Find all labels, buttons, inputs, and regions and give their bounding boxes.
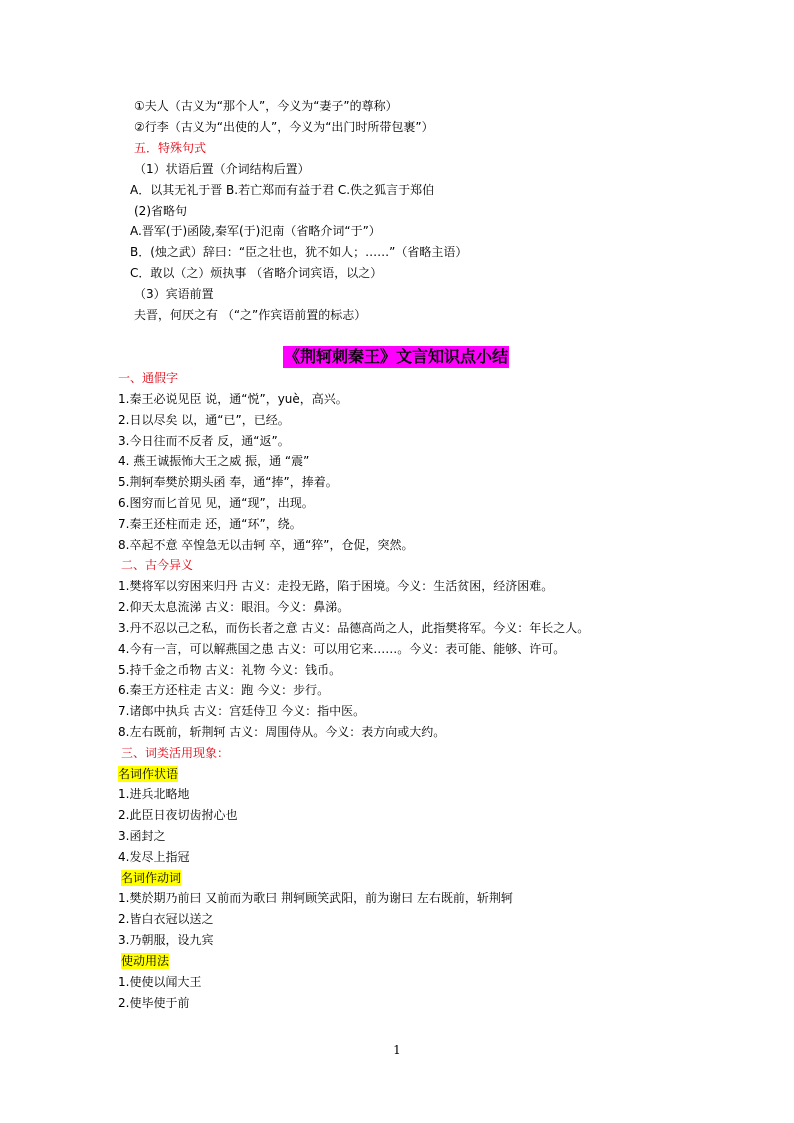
text-line: （3）宾语前置 [134, 287, 214, 301]
list-item: 2.使毕使于前 [118, 996, 190, 1010]
text-line: B．(烛之武）辞曰：“臣之壮也，犹不如人；……”（省略主语） [130, 245, 468, 259]
text-line: A．以其无礼于晋 B.若亡郑而有益于君 C.佚之狐言于郑伯 [130, 183, 435, 197]
text-line: 夫晋，何厌之有 （“之”作宾语前置的标志） [134, 308, 367, 322]
text-line: （1）状语后置（介词结构后置） [134, 162, 310, 176]
page-number: 1 [393, 1043, 401, 1057]
list-item: 1.樊於期乃前曰 又前而为歌曰 荆轲顾笑武阳，前为谢曰 左右既前，斩荆轲 [118, 891, 513, 905]
list-item: 3.乃朝服，设九宾 [118, 933, 214, 947]
list-item: 2.日以尽矣 以，通“已”，已经。 [118, 413, 290, 427]
list-item: 7.诸郎中执兵 古义：宫廷侍卫 今义：指中医。 [118, 704, 366, 718]
list-item: 3.今日往而不反者 反，通“返”。 [118, 434, 290, 448]
list-item: 5.荆轲奉樊於期头函 奉，通“捧”，捧着。 [118, 475, 338, 489]
text-line: C．敢以（之）烦执事 （省略介词宾语，以之） [130, 266, 383, 280]
section-heading: 二、古今异义 [121, 558, 194, 572]
document-title: 《荆轲刺秦王》文言知识点小结 [283, 347, 508, 366]
subsection-label: 名词作状语 [118, 767, 179, 781]
list-item: 6.图穷而匕首见 见，通“现”，出现。 [118, 496, 314, 510]
list-item: 2.此臣日夜切齿拊心也 [118, 808, 238, 822]
subsection-label: 使动用法 [121, 954, 170, 968]
section-heading: 三、词类活用现象： [121, 746, 230, 760]
list-item: 3.丹不忍以己之私，而伤长者之意 古义：品德高尚之人，此指樊将军。今义：年长之人。 [118, 621, 590, 635]
text-line: A.晋军(于)函陵,秦军(于)氾南（省略介词“于”） [130, 224, 381, 238]
list-item: 3.函封之 [118, 829, 166, 843]
subsection-label: 名词作动词 [121, 871, 182, 885]
text-line: ①夫人（古义为“那个人”，今义为“妻子”的尊称） [134, 99, 398, 113]
list-item: 1.秦王必说见臣 说，通“悦”，yuè，高兴。 [118, 392, 348, 406]
list-item: 8.卒起不意 卒惶急无以击轲 卒，通“猝”，仓促，突然。 [118, 538, 414, 552]
list-item: 1.樊将军以穷困来归丹 古义：走投无路，陷于困境。今义：生活贫困，经济困难。 [118, 579, 554, 593]
list-item: 4.今有一言，可以解燕国之患 古义：可以用它来……。今义：表可能、能够、许可。 [118, 642, 566, 656]
list-item: 4. 燕王诚振怖大王之威 振，通 “震” [118, 454, 310, 468]
list-item: 6.秦王方还柱走 古义：跑 今义：步行。 [118, 683, 330, 697]
list-item: 7.秦王还柱而走 还，通“环”，绕。 [118, 517, 302, 531]
text-line: (2)省略句 [134, 204, 187, 218]
text-line: ②行李（古义为“出使的人”，今义为“出门时所带包裹”） [134, 120, 434, 134]
list-item: 5.持千金之币物 古义：礼物 今义：钱币。 [118, 663, 342, 677]
list-item: 2.皆白衣冠以送之 [118, 912, 214, 926]
section-heading: 一、通假字 [118, 371, 179, 385]
list-item: 2.仰天太息流涕 古义：眼泪。今义：鼻涕。 [118, 600, 350, 614]
section-heading: 五．特殊句式 [134, 141, 207, 155]
list-item: 1.进兵北略地 [118, 787, 190, 801]
list-item: 8.左右既前，斩荆轲 古义：周围侍从。今义：表方向或大约。 [118, 725, 446, 739]
list-item: 4.发尽上指冠 [118, 850, 190, 864]
list-item: 1.使使以闻大王 [118, 975, 202, 989]
